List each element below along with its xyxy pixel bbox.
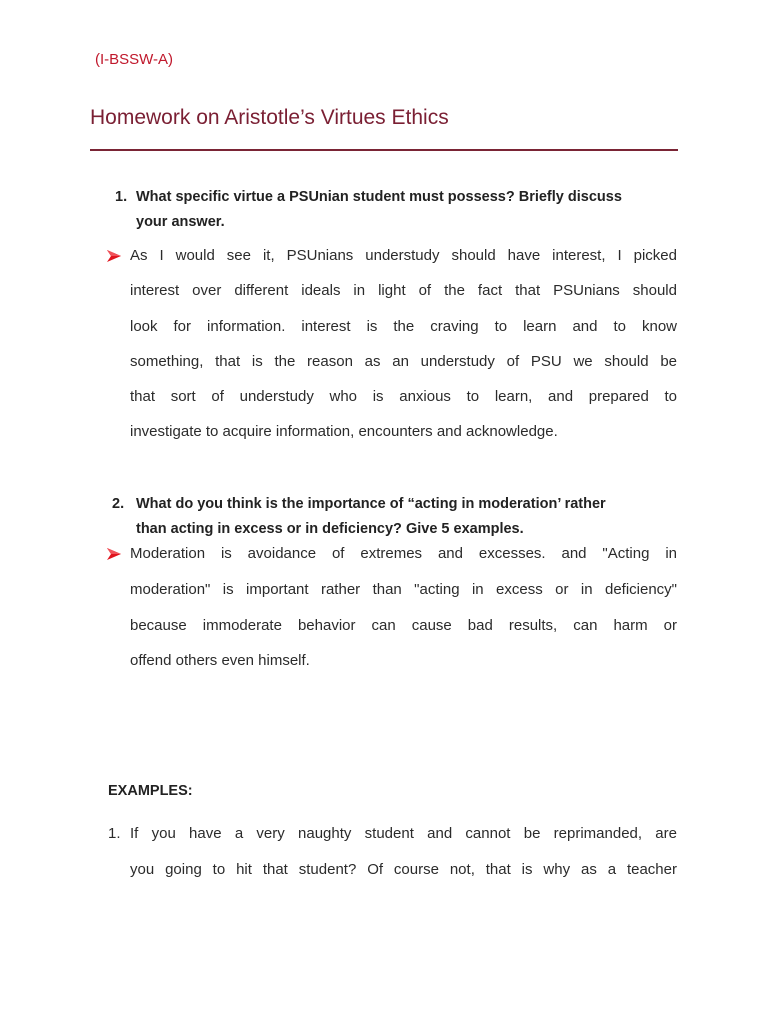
- answer-text-line: look for information. interest is the craving to learn and to know: [130, 318, 677, 335]
- question-text-line: than acting in excess or in deficiency? Give 5 examples.: [136, 521, 524, 537]
- page-title: Homework on Aristotle’s Virtues Ethics: [90, 106, 449, 129]
- title-divider: [90, 149, 678, 151]
- question-text-line: your answer.: [136, 214, 225, 230]
- answer-text-line: because immoderate behavior can cause bad results, can harm or: [130, 617, 677, 634]
- example-text-line: If you have a very naughty student and cannot be reprimanded, are: [130, 825, 677, 842]
- answer-text-line: offend others even himself.: [130, 652, 310, 669]
- question-number: 1.: [115, 189, 128, 205]
- example-text-line: you going to hit that student? Of course not, that is why as a teacher: [130, 861, 677, 878]
- answer-text-line: investigate to acquire information, encounters and acknowledge.: [130, 423, 558, 440]
- arrow-bullet-icon: [107, 246, 121, 266]
- arrow-bullet-icon: [107, 544, 121, 564]
- example-number: 1.: [108, 825, 121, 842]
- question-text-line: What do you think is the importance of “acting in moderation’ rather: [136, 496, 606, 512]
- answer-text-line: Moderation is avoidance of extremes and excesses. and "Acting in: [130, 545, 677, 562]
- question-text-line: What specific virtue a PSUnian student must possess? Briefly discuss: [136, 189, 622, 205]
- examples-heading: EXAMPLES:: [108, 783, 193, 799]
- answer-text-line: something, that is the reason as an understudy of PSU we should be: [130, 353, 677, 370]
- answer-text-line: moderation" is important rather than "acting in excess or in deficiency": [130, 581, 677, 598]
- answer-text-line: As I would see it, PSUnians understudy should have interest, I picked: [130, 247, 677, 264]
- answer-text-line: interest over different ideals in light of the fact that PSUnians should: [130, 282, 677, 299]
- answer-text-line: that sort of understudy who is anxious to learn, and prepared to: [130, 388, 677, 405]
- question-number: 2.: [112, 496, 125, 512]
- class-code: (I-BSSW-A): [95, 51, 174, 68]
